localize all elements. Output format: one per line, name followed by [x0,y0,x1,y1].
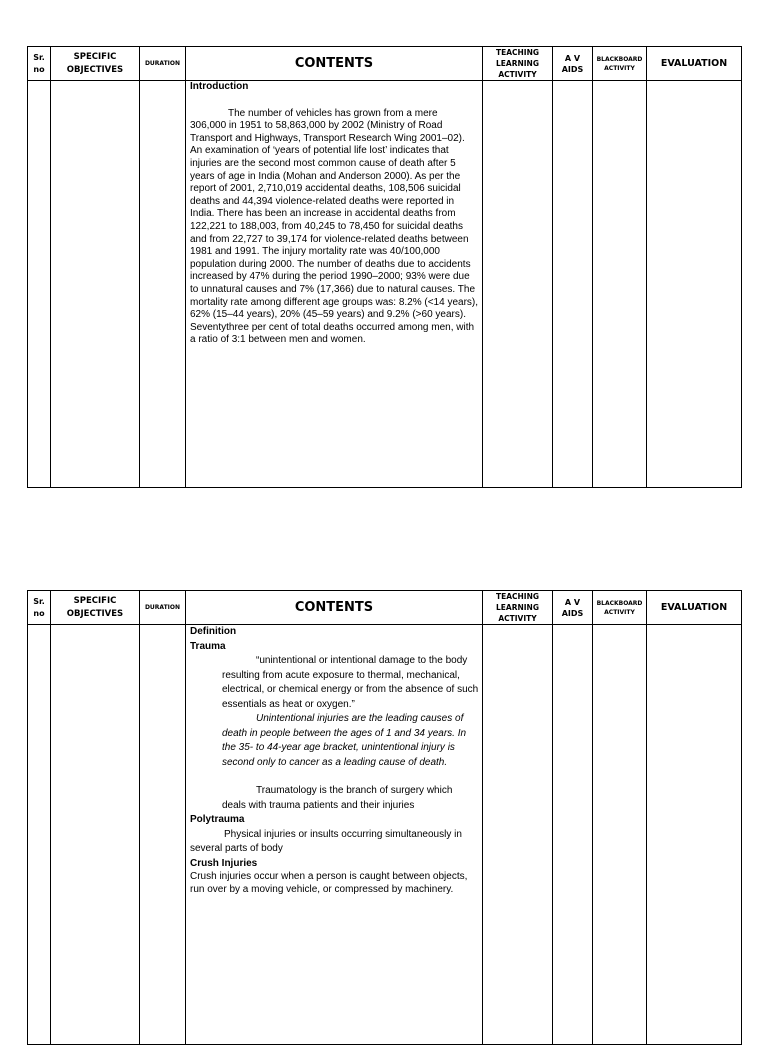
blackboard-header: BLACKBOARD ACTIVITY [593,47,647,81]
definition-heading: Definition [190,626,237,637]
blackboard-cell [593,625,647,1045]
contents-cell [186,81,483,488]
evaluation-header: EVALUATION [647,47,742,81]
introduction-paragraph: The number of vehicles has grown from a mere 306,000 in 1951 to 58,863,000 by 2002 (Ministry of Road Transport and Highways, Transport Research Wing 2001–02). An examination of ‘years of potential life lost’ indicates that injuries are the second most common cause of death after 5 years of age in India (Mohan and Anderson 2000). As per the report of 2001, 2,710,019 accidental deaths, 108,506 suicidal deaths and 44,394 violence-related deaths were reported in India. There has been an increase in accidental deaths from 122,221 to 188,003, from 40,245 to 78,450 for suicidal deaths and from 22,727 to 39,174 for violence-related deaths between 1981 and 1991. The injury mortality rate was 40/100,000 population during 2000. The number of deaths due to accidents increased by 47% during the period 1990–2000; 93% were due to unnatural causes and 7% (17,366) due to natural causes. The mortality rate among different age groups was: 8.2% (<14 years), 62% (15–44 years), 20% (45–59 years) and 9.2% (>60 years). Seventythree per cent of total deaths occurred among men, with a ratio of 3:1 between men and women. [190,107,479,346]
duration-cell [140,81,186,488]
objectives-cell [51,81,140,488]
header-row [28,591,742,625]
contents-cell [186,625,483,1045]
av-aids-header: A V AIDS [553,47,593,81]
contents-header: CONTENTS [186,591,483,625]
blackboard-header: BLACKBOARD ACTIVITY [593,591,647,625]
trauma-heading: Trauma [190,640,226,652]
teaching-activity-cell [483,81,553,488]
av-aids-header: A V AIDS [553,591,593,625]
evaluation-header: EVALUATION [647,591,742,625]
duration-header: DURATION [140,47,186,81]
teaching-activity-header: TEACHING LEARNING ACTIVITY [483,591,553,625]
lesson-plan-table-1 [27,46,742,488]
sr-no-cell [28,625,51,1045]
sr-no-cell [28,81,51,488]
objectives-cell [51,625,140,1045]
lesson-plan-table-2 [27,590,742,1045]
content-row [28,81,742,488]
av-aids-cell [553,625,593,1045]
evaluation-cell [647,625,742,1045]
polytrauma-heading: Polytrauma [190,814,245,825]
blackboard-cell [593,81,647,488]
teaching-activity-header: TEACHING LEARNING ACTIVITY [483,47,553,81]
contents-header: CONTENTS [186,47,483,81]
objectives-header: SPECIFIC OBJECTIVES [51,47,140,81]
av-aids-cell [553,81,593,488]
introduction-heading: Introduction [190,81,249,92]
crush-injuries-heading: Crush Injuries [190,857,258,869]
duration-header: DURATION [140,591,186,625]
evaluation-cell [647,81,742,488]
polytrauma-definition: Physical injuries or insults occurring simultaneously in several parts of body [190,828,462,854]
trauma-statistics: Unintentional injuries are the leading causes of death in people between the ages of 1 and 34 years. In the 35- to 44-year age bracket, unintentional injury is second only to cancer as a leading cause of death. [222,713,467,768]
objectives-header: SPECIFIC OBJECTIVES [51,591,140,625]
duration-cell [140,625,186,1045]
sr-no-header: Sr. no [28,47,51,81]
content-row [28,625,742,1045]
crush-injuries-definition: Crush injuries occur when a person is caught between objects, run over by a moving vehicle, or compressed by machinery. [190,871,468,895]
sr-no-header: Sr. no [28,591,51,625]
trauma-definition: “unintentional or intentional damage to the body resulting from acute exposure to thermal, mechanical, electrical, or chemical energy or from the absence of such essentials as heat or oxygen.” [222,655,479,710]
traumatology-definition: Traumatology is the branch of surgery which deals with trauma patients and their injuries [222,785,453,811]
header-row [28,47,742,81]
teaching-activity-cell [483,625,553,1045]
